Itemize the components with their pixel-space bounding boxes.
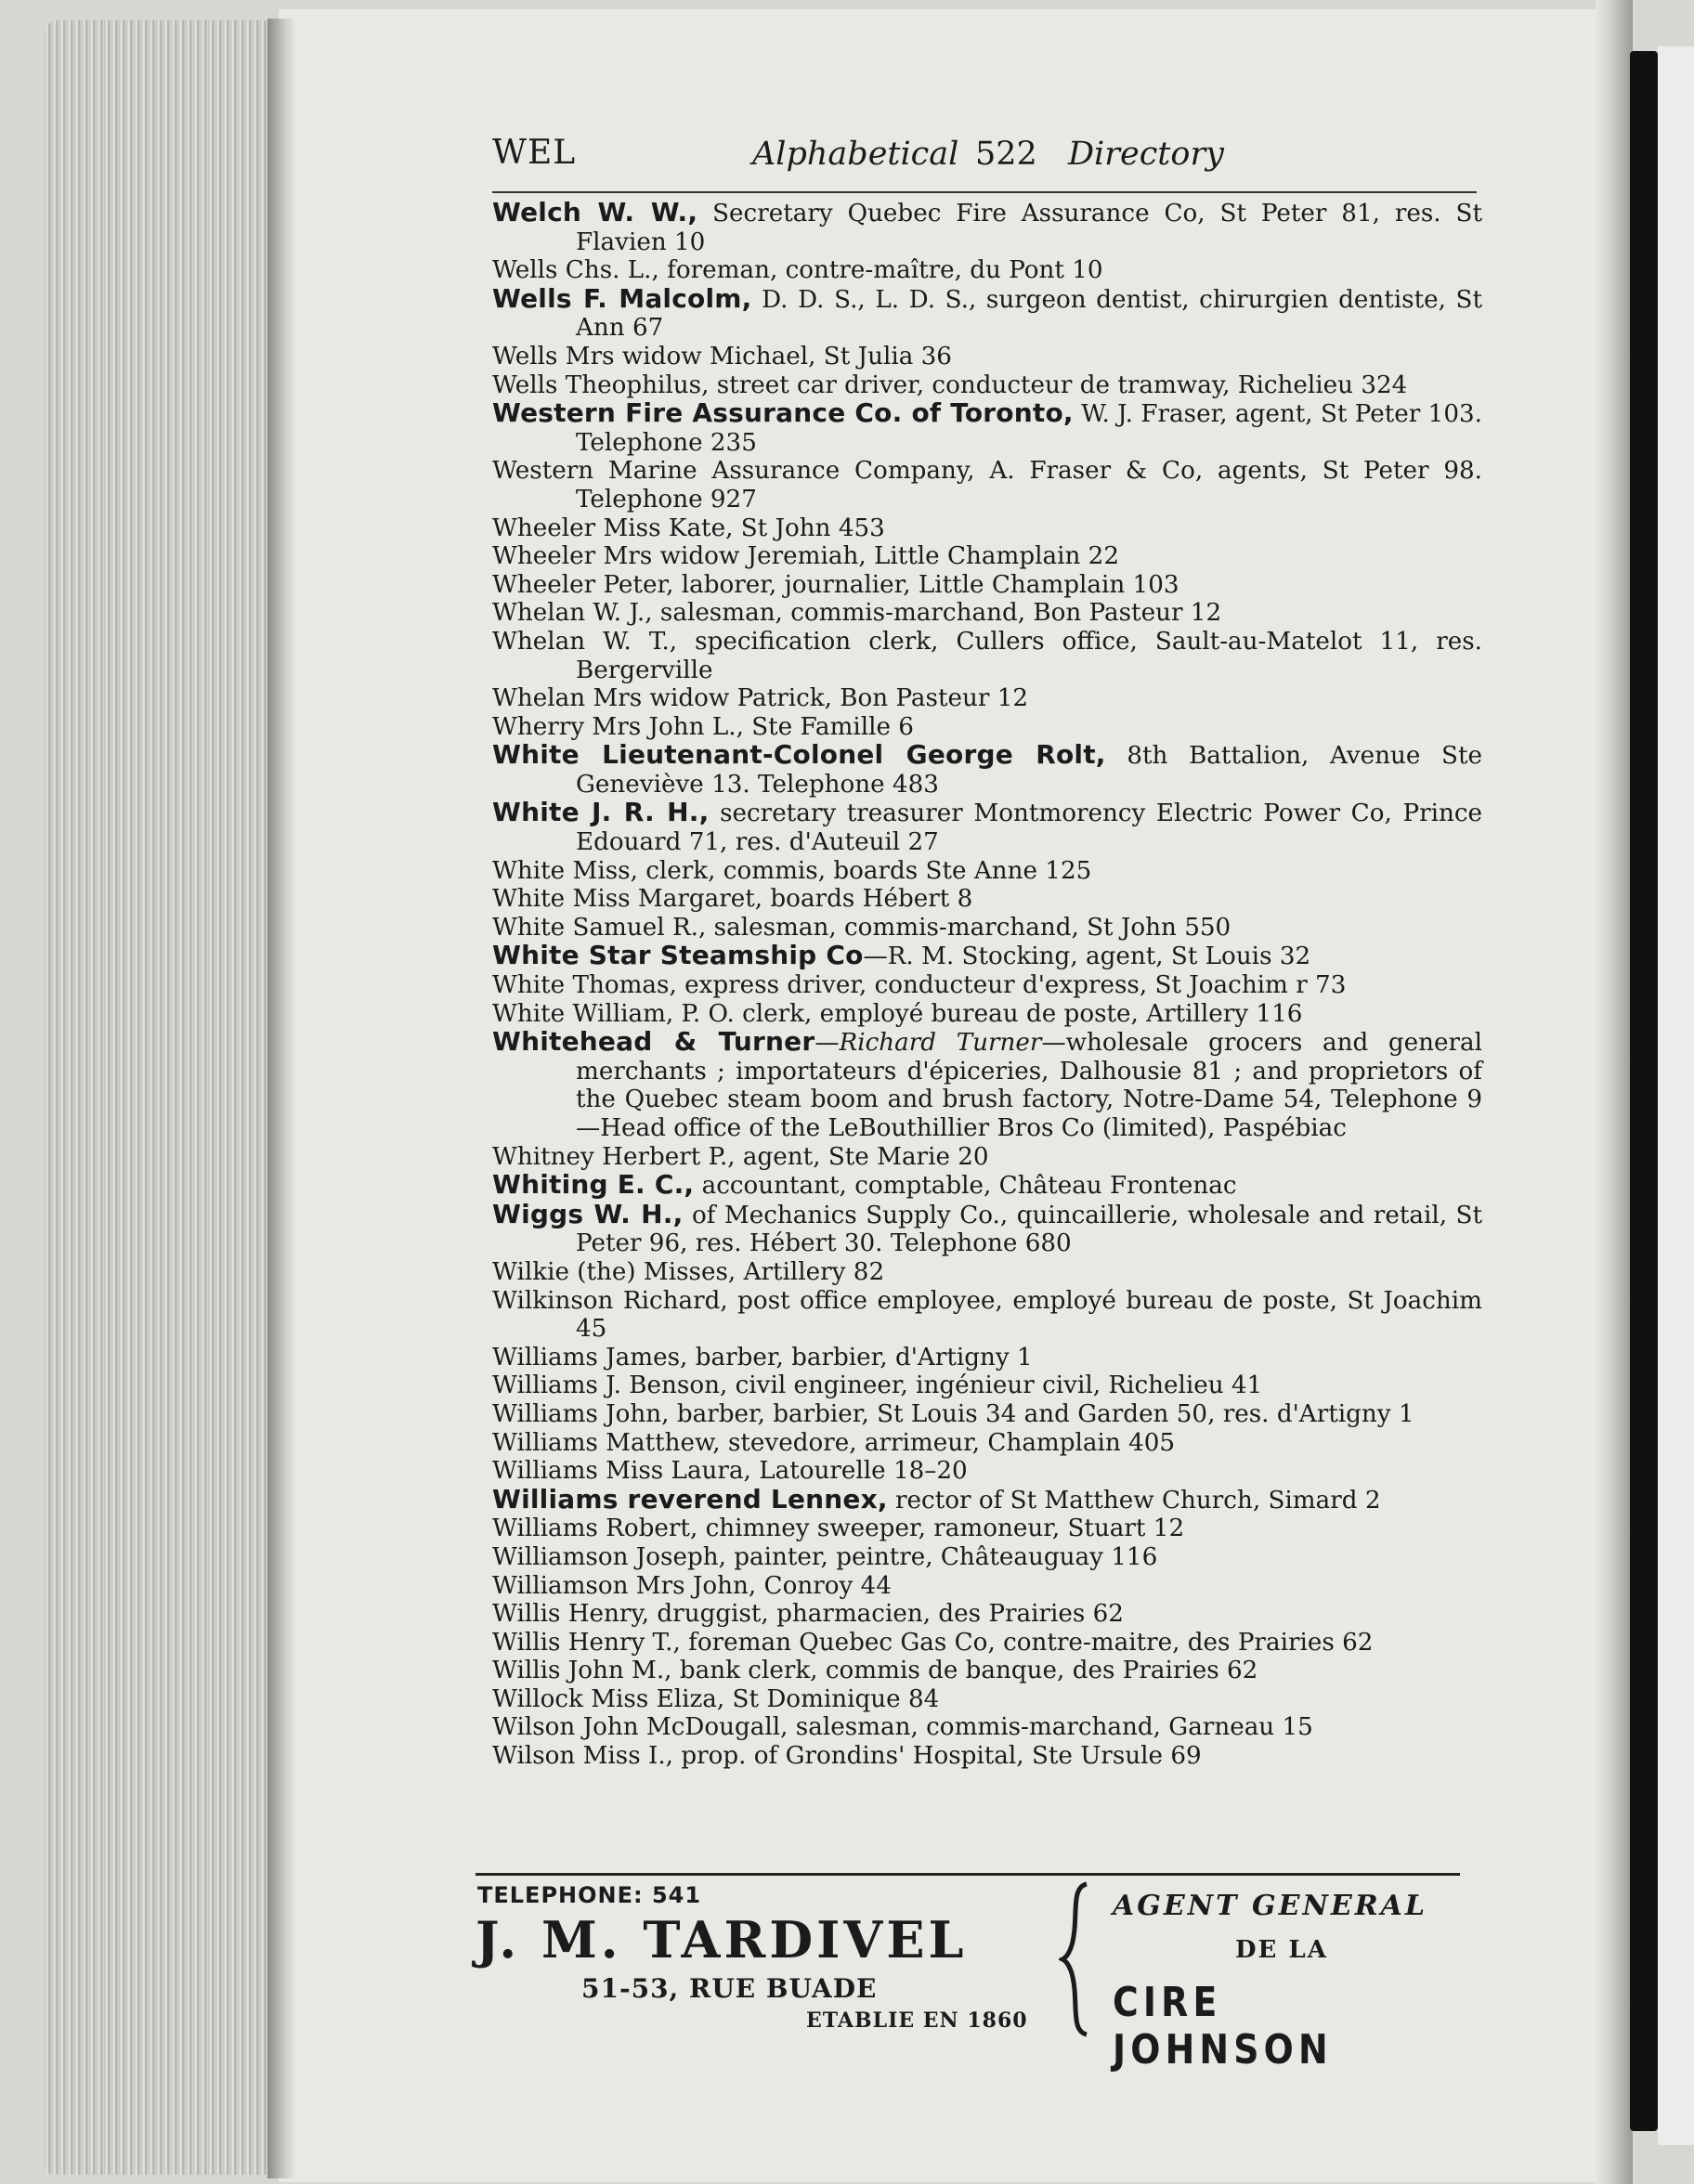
entry-details: salesman, commis-marchand, Garneau 15 bbox=[788, 1713, 1313, 1742]
entry-details: accountant, comptable, Château Frontenac bbox=[694, 1172, 1237, 1201]
entry-details: express driver, conducteur d'express, St Joachim r 73 bbox=[676, 971, 1347, 1000]
directory-entry bbox=[492, 599, 1482, 628]
directory-entry bbox=[492, 1171, 1482, 1201]
entry-details: barber, barbier, St Louis 34 and Garden 50, res. d'Artigny 1 bbox=[669, 1399, 1414, 1428]
directory-entry bbox=[492, 1572, 1482, 1601]
entry-name: Whelan W. T., bbox=[492, 627, 678, 656]
running-header bbox=[492, 130, 1486, 186]
entry-name: Williamson Joseph, bbox=[492, 1542, 726, 1571]
directory-entry bbox=[492, 1287, 1482, 1344]
entry-details: W. J. Fraser, agent, St Peter 103. Telephone 235 bbox=[576, 400, 1482, 457]
entry-name: Williams Robert, bbox=[492, 1514, 698, 1543]
directory-entry bbox=[492, 343, 1482, 371]
entry-name: Wilson John McDougall, bbox=[492, 1713, 788, 1742]
entry-details: A. Fraser & Co, agents, St Peter 98. Telephone 927 bbox=[576, 457, 1482, 514]
directory-entry bbox=[492, 571, 1482, 600]
entry-name: Williams James, bbox=[492, 1343, 688, 1372]
page-right-edge bbox=[1596, 0, 1633, 2184]
entry-name: Western Marine Assurance Company, bbox=[492, 457, 975, 486]
entry-details: salesman, commis-marchand, St John 550 bbox=[706, 913, 1231, 942]
entry-name: Wheeler Miss Kate, bbox=[492, 514, 734, 542]
directory-entry bbox=[492, 542, 1482, 571]
entry-details: painter, peintre, Châteauguay 116 bbox=[725, 1542, 1158, 1571]
entry-details: secretary treasurer Montmorency Electric Power Co, Prince Edouard 71, res. d'Auteuil 27 bbox=[576, 800, 1482, 857]
entry-details: prop. of Grondins' Hospital, Ste Ursule 69 bbox=[673, 1742, 1202, 1771]
directory-entry bbox=[492, 1000, 1482, 1029]
entry-details: Latourelle 18–20 bbox=[750, 1457, 968, 1486]
entry-details: P. O. clerk, employé bureau de poste, Artillery 116 bbox=[673, 999, 1303, 1028]
book-page-edges bbox=[45, 20, 284, 2175]
entry-details: civil engineer, ingénieur civil, Richelieu 41 bbox=[727, 1372, 1263, 1400]
entry-name: Whelan Mrs widow Patrick, bbox=[492, 684, 832, 713]
entry-name: Whiting E. C., bbox=[492, 1169, 695, 1201]
directory-entry bbox=[492, 1742, 1482, 1771]
entry-name: Williamson Mrs John, bbox=[492, 1571, 757, 1600]
entry-name: Wheeler Mrs widow Jeremiah, bbox=[492, 542, 867, 571]
entry-name: Williams reverend Lennex, bbox=[492, 1483, 888, 1514]
entry-name: White Star Steamship Co bbox=[492, 940, 864, 971]
entry-name: Wells Mrs widow Michael, bbox=[492, 342, 816, 370]
book-cover-edge bbox=[1630, 51, 1658, 2131]
entry-name: Wells Theophilus, bbox=[492, 370, 710, 399]
scan-margin bbox=[1658, 46, 1694, 2145]
entry-name: Wilkinson Richard, bbox=[492, 1286, 728, 1315]
entry-details: Conroy 44 bbox=[756, 1571, 892, 1600]
directory-entry bbox=[492, 1600, 1482, 1629]
entry-details: D. D. S., L. D. S., surgeon dentist, chirurgien dentiste, St Ann 67 bbox=[576, 285, 1482, 343]
entry-details: foreman Quebec Gas Co, contre-maitre, des Prairies 62 bbox=[680, 1628, 1374, 1657]
entry-details: foreman, contre-maître, du Pont 10 bbox=[658, 256, 1103, 285]
entry-details: Artillery 82 bbox=[736, 1257, 885, 1286]
entry-details: stevedore, arrimeur, Champlain 405 bbox=[720, 1428, 1176, 1457]
entry-name: White Miss, bbox=[492, 856, 638, 885]
curly-brace-icon bbox=[1059, 1880, 1096, 2038]
directory-entry bbox=[492, 1028, 1482, 1142]
directory-entry bbox=[492, 1258, 1482, 1287]
header-title-word: Alphabetical bbox=[752, 136, 959, 173]
directory-entry bbox=[492, 885, 1482, 914]
entry-name: Williams J. Benson, bbox=[492, 1372, 728, 1400]
directory-entry bbox=[492, 914, 1482, 942]
entry-name: Willis Henry T., bbox=[492, 1628, 681, 1657]
entry-details: barber, barbier, d'Artigny 1 bbox=[687, 1343, 1033, 1372]
directory-entry bbox=[492, 457, 1482, 514]
directory-entries bbox=[492, 199, 1482, 1771]
entry-name: White Samuel R., bbox=[492, 913, 707, 942]
entry-details: —wholesale grocers and general merchants ; importateurs d'épiceries, Dalhousie 81 ; and proprietors of the Quebec steam boom and brush factory, Notre-Dame 54, Telephone 9—Head office of the LeBouthillier Bros Co (limited), Paspébiac bbox=[576, 1029, 1483, 1142]
entry-name: Welch W. W., bbox=[492, 197, 698, 228]
entry-details: Ste Famille 6 bbox=[743, 712, 914, 741]
entry-details: Secretary Quebec Fire Assurance Co, St Peter 81, res. St Flavien 10 bbox=[576, 200, 1483, 256]
directory-entry bbox=[492, 1713, 1482, 1742]
entry-name: Williams John, bbox=[492, 1399, 670, 1428]
directory-entry bbox=[492, 199, 1482, 256]
directory-entry bbox=[492, 1457, 1482, 1486]
directory-entry bbox=[492, 1143, 1482, 1172]
ad-telephone: TELEPHONE: 541 bbox=[477, 1882, 702, 1908]
entry-name: Willis John M., bbox=[492, 1657, 672, 1685]
entry-details: —R. M. Stocking, agent, St Louis 32 bbox=[863, 942, 1311, 971]
entry-name: Whitney Herbert P., bbox=[492, 1142, 736, 1171]
directory-entry bbox=[492, 1429, 1482, 1458]
directory-entry bbox=[492, 514, 1482, 543]
directory-entry bbox=[492, 857, 1482, 886]
entry-name: Wells Chs. L., bbox=[492, 256, 659, 285]
ad-agent-title: AGENT GENERAL bbox=[1113, 1890, 1428, 1922]
entry-name: White J. R. H., bbox=[492, 797, 710, 828]
entry-name: Wherry Mrs John L., bbox=[492, 712, 744, 741]
entry-name: Whitehead & Turner bbox=[492, 1026, 815, 1058]
entry-details: laborer, journalier, Little Champlain 103 bbox=[673, 570, 1179, 599]
directory-entry bbox=[492, 1685, 1482, 1714]
page-number: 522 bbox=[975, 136, 1037, 173]
entry-partner: —Richard Turner bbox=[814, 1029, 1042, 1058]
entry-name: White Thomas, bbox=[492, 971, 677, 1000]
ad-product: CIRE JOHNSON bbox=[1113, 1979, 1333, 2074]
entry-details: chimney sweeper, ramoneur, Stuart 12 bbox=[697, 1514, 1185, 1543]
entry-details: specification clerk, Cullers office, Sault-au-Matelot 11, res. Bergerville bbox=[576, 627, 1482, 684]
directory-entry bbox=[492, 1344, 1482, 1372]
entry-details: street car driver, conducteur de tramway, Richelieu 324 bbox=[709, 370, 1408, 399]
entry-name: Wilson Miss I., bbox=[492, 1742, 673, 1771]
directory-entry bbox=[492, 256, 1482, 285]
gutter-shadow bbox=[267, 19, 295, 2178]
entry-details: Little Champlain 22 bbox=[866, 542, 1119, 571]
entry-name: Williams Matthew, bbox=[492, 1428, 721, 1457]
entry-name: Whelan W. J., bbox=[492, 599, 653, 628]
ad-address: 51-53, RUE BUADE bbox=[581, 1973, 878, 2004]
directory-entry bbox=[492, 713, 1482, 742]
directory-entry bbox=[492, 1400, 1482, 1429]
entry-name: Western Fire Assurance Co. of Toronto, bbox=[492, 397, 1074, 429]
entry-details: of Mechanics Supply Co., quincaillerie, wholesale and retail, St Peter 96, res. Hébert 30. Telephone 680 bbox=[576, 1201, 1482, 1258]
directory-entry bbox=[492, 1543, 1482, 1572]
directory-entry bbox=[492, 1629, 1482, 1658]
directory-entry bbox=[492, 1514, 1482, 1543]
directory-entry bbox=[492, 1657, 1482, 1685]
entry-details: Bon Pasteur 12 bbox=[831, 684, 1029, 713]
entry-name: Willock Miss Eliza, bbox=[492, 1684, 725, 1713]
directory-entry bbox=[492, 628, 1482, 684]
entry-details: rector of St Matthew Church, Simard 2 bbox=[887, 1486, 1381, 1514]
directory-entry bbox=[492, 741, 1482, 799]
ad-de-la: DE LA bbox=[1235, 1936, 1328, 1964]
entry-name: White Miss Margaret, bbox=[492, 885, 763, 914]
entry-details: St Julia 36 bbox=[815, 342, 952, 370]
entry-details: post office employee, employé bureau de poste, St Joachim 45 bbox=[576, 1286, 1482, 1344]
entry-name: White Lieutenant-Colonel George Rolt, bbox=[492, 739, 1106, 771]
directory-entry bbox=[492, 1372, 1482, 1400]
directory-entry bbox=[492, 1483, 1482, 1515]
header-title-word: Directory bbox=[1068, 136, 1224, 173]
entry-details: salesman, commis-marchand, Bon Pasteur 12 bbox=[652, 599, 1222, 628]
section-label: WEL bbox=[492, 134, 577, 172]
entry-details: boards Hébert 8 bbox=[762, 885, 973, 914]
directory-entry bbox=[492, 799, 1482, 856]
entry-name: Wells F. Malcolm, bbox=[492, 282, 752, 314]
directory-entry bbox=[492, 971, 1482, 1000]
entry-details: clerk, commis, boards Ste Anne 125 bbox=[637, 856, 1092, 885]
entry-details: agent, Ste Marie 20 bbox=[735, 1142, 989, 1171]
entry-name: White William, bbox=[492, 999, 674, 1028]
entry-name: Willis Henry, bbox=[492, 1600, 650, 1629]
ad-business-name: J. M. TARDIVEL bbox=[476, 1910, 968, 1970]
directory-entry bbox=[492, 371, 1482, 400]
directory-entry bbox=[492, 1198, 1482, 1258]
entry-details: St Dominique 84 bbox=[724, 1684, 940, 1713]
advertisement bbox=[476, 1880, 1460, 2074]
entry-name: Wheeler Peter, bbox=[492, 570, 674, 599]
directory-entry bbox=[492, 282, 1482, 343]
directory-entry bbox=[492, 399, 1482, 457]
header-rule bbox=[492, 191, 1477, 193]
directory-entry bbox=[492, 684, 1482, 713]
advertisement-rule bbox=[476, 1873, 1460, 1876]
directory-entry bbox=[492, 942, 1482, 971]
entry-details: 8th Battalion, Avenue Ste Geneviève 13. Telephone 483 bbox=[576, 742, 1482, 799]
entry-name: Wilkie (the) Misses, bbox=[492, 1257, 736, 1286]
ad-established: ETABLIE EN 1860 bbox=[806, 2008, 1028, 2033]
entry-name: Williams Miss Laura, bbox=[492, 1457, 751, 1486]
entry-details: bank clerk, commis de banque, des Prairies 62 bbox=[671, 1657, 1258, 1685]
entry-details: St John 453 bbox=[733, 514, 885, 542]
entry-details: druggist, pharmacien, des Prairies 62 bbox=[649, 1600, 1124, 1629]
entry-name: Wiggs W. H., bbox=[492, 1198, 684, 1229]
